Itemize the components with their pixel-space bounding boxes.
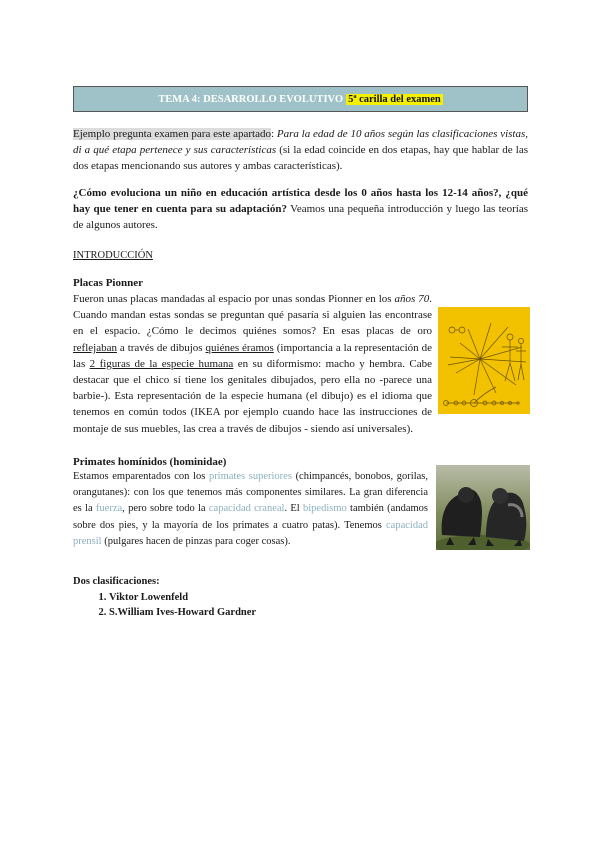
exam-example-paragraph [73,126,528,175]
pioneer-plaque-image [438,307,530,414]
gorillas-photo [436,465,530,550]
exam-note: (si la edad coincide en dos etapas, hay que hablar de las dos etapas mencionando sus autores y ambas características). [73,144,528,173]
primates-text-3: , pero sobre todo la [122,503,209,515]
primates-text-5: también (andamos sobre dos pies, y la mayoría de los primates a cuatro patas). Tenemos [73,503,428,531]
intro-question-bold: ¿Cómo evoluciona un niño en educación artística desde los 0 años hasta los 12-14 años?, ¿qué hay que tener en cuenta para su adaptación? [73,187,528,216]
exam-question: Para la edad de 10 años según las clasificaciones vistas, di a qué etapa pertenece y sus características [73,128,529,157]
topic-header [73,86,528,112]
primates-text-2: (chimpancés, bonobos, gorilas, orangutanes): con los que tenemos más componentes similares. La gran diferencia es la [73,471,428,515]
primates-text-1: Estamos emparentados con los [73,471,209,482]
placas-years: años 70 [394,293,430,305]
page-note-highlight: 5ª carilla del examen [348,93,441,105]
placas-underline-3: 2 figuras de la especie humana [89,357,234,370]
intro-question-paragraph [73,185,528,234]
list-item: 1. Viktor Lowenfeld [109,590,256,605]
section-heading-intro: INTRODUCCIÓN [73,250,153,261]
keyword-capacidad-prensil: capacidad prensil [73,519,428,547]
placas-heading: Placas Pionner [73,277,143,289]
primates-heading: Primates homínidos (hominidae) [73,456,227,468]
list-item: 2. S.William Ives-Howard Gardner [109,605,256,620]
placas-text-5: en su diformismo: macho y hembra. Cabe destacar que el chico sí tiene los genitales dibujados, pero ella no -parece una barbie-). Esta representación de la especie humana (el dibujo) es el idioma que tenemos en común todos (IKEA por ejemplo cuando hace las instrucciones de montaje de sus muebles, las crea a través de dibujos - siendo así universales). [73,357,432,435]
placas-underline-2: quiénes éramos [205,341,274,354]
keyword-capacidad-craneal: capacidad craneal [208,503,285,515]
keyword-primates-superiores: primates superiores [208,471,292,482]
primates-text-6: (pulgares hacen de pinzas para coger cosas). [101,535,291,547]
keyword-fuerza: fuerza [95,503,123,515]
exam-example-lead: Ejemplo pregunta examen para este apartado [73,128,271,140]
pioneer-plaque-drawing [438,307,530,414]
placas-text-2: . Cuando mandan estas sondas se preguntan qué pasaría si alguien las encontrase en el espacio. ¿Cómo le decimos quiénes somos? En esas placas de oro [73,293,432,338]
placas-text-4: (importancia a la representación de las [73,341,432,370]
gorillas-illustration [436,465,530,550]
classifications-list [73,590,256,620]
classifications-heading: Dos clasificaciones: [73,576,160,587]
keyword-bipedismo: bipedismo [303,503,347,515]
primates-paragraph [73,469,428,550]
placas-text-1: Fueron unas placas mandadas al espacio por unas sondas Pionner en los [73,293,395,305]
placas-underline-1: reflejaban [73,341,117,354]
placas-paragraph [73,291,432,437]
colon: : [270,128,277,140]
topic-title: TEMA 4: DESARROLLO EVOLUTIVO [158,93,344,105]
placas-text-3: a través de dibujos [116,341,206,354]
intro-question-rest: Veamos una pequeña introducción y luego las teorías de algunos autores. [73,203,529,232]
primates-text-4: . El [284,503,304,515]
